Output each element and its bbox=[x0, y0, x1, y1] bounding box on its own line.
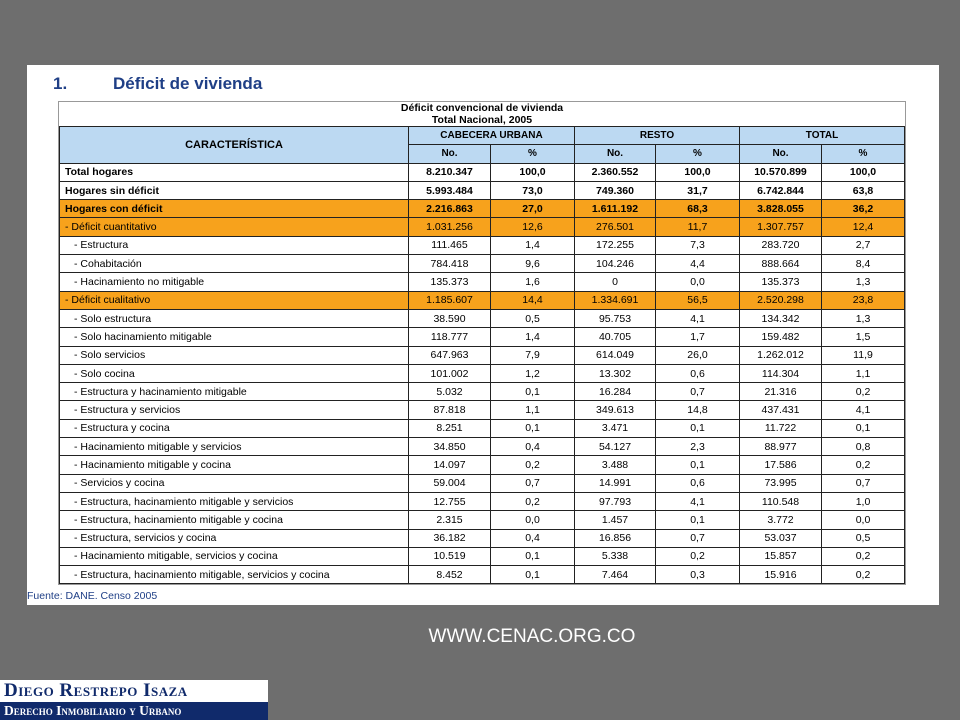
cell-percent: 0,7 bbox=[656, 383, 740, 401]
cell-percent: 68,3 bbox=[656, 200, 740, 218]
row-label: - Déficit cuantitativo bbox=[60, 218, 409, 236]
row-label: - Hacinamiento no mitigable bbox=[60, 273, 409, 291]
row-label: - Estructura y hacinamiento mitigable bbox=[60, 383, 409, 401]
subheader-no: No. bbox=[575, 145, 656, 163]
table-caption-title: Déficit convencional de vivienda bbox=[400, 102, 564, 114]
row-label: - Hacinamiento mitigable y servicios bbox=[60, 438, 409, 456]
cell-count: 1.185.607 bbox=[409, 291, 491, 309]
cell-percent: 7,3 bbox=[656, 236, 740, 254]
cell-percent: 1,7 bbox=[656, 328, 740, 346]
cell-count: 17.586 bbox=[740, 456, 822, 474]
logo-name-text: Diego Restrepo Isaza bbox=[4, 680, 188, 701]
cell-percent: 0,1 bbox=[656, 511, 740, 529]
cell-count: 7.464 bbox=[575, 566, 656, 584]
column-group-resto: RESTO bbox=[575, 127, 740, 145]
cell-count: 110.548 bbox=[740, 492, 822, 510]
row-label: - Solo hacinamiento mitigable bbox=[60, 328, 409, 346]
table-body bbox=[60, 163, 905, 584]
cell-count: 111.465 bbox=[409, 236, 491, 254]
cell-percent: 0,2 bbox=[822, 566, 905, 584]
row-label: - Estructura, hacinamiento mitigable y cocina bbox=[60, 511, 409, 529]
row-label: - Estructura, hacinamiento mitigable, servicios y cocina bbox=[60, 566, 409, 584]
cell-percent: 0,1 bbox=[656, 456, 740, 474]
cell-percent: 12,6 bbox=[491, 218, 575, 236]
cell-count: 114.304 bbox=[740, 364, 822, 382]
cell-count: 3.828.055 bbox=[740, 200, 822, 218]
cell-percent: 1,3 bbox=[822, 273, 905, 291]
cell-count: 15.857 bbox=[740, 547, 822, 565]
cell-count: 104.246 bbox=[575, 255, 656, 273]
cell-percent: 0,2 bbox=[822, 547, 905, 565]
table-row bbox=[60, 273, 905, 291]
cell-percent: 14,4 bbox=[491, 291, 575, 309]
row-label: - Solo cocina bbox=[60, 364, 409, 382]
logo-tagline-text: Derecho Inmobiliario y Urbano bbox=[4, 703, 182, 718]
deficit-table-container bbox=[58, 101, 906, 585]
cell-count: 12.755 bbox=[409, 492, 491, 510]
cell-count: 73.995 bbox=[740, 474, 822, 492]
cell-count: 134.342 bbox=[740, 309, 822, 327]
cell-percent: 73,0 bbox=[491, 181, 575, 199]
cell-percent: 11,9 bbox=[822, 346, 905, 364]
cell-percent: 1,1 bbox=[491, 401, 575, 419]
cell-percent: 2,7 bbox=[822, 236, 905, 254]
cell-percent: 0,2 bbox=[656, 547, 740, 565]
table-row bbox=[60, 328, 905, 346]
cell-count: 159.482 bbox=[740, 328, 822, 346]
cell-percent: 0,0 bbox=[491, 511, 575, 529]
subheader-no: No. bbox=[409, 145, 491, 163]
cell-percent: 4,4 bbox=[656, 255, 740, 273]
cell-count: 349.613 bbox=[575, 401, 656, 419]
cell-percent: 7,9 bbox=[491, 346, 575, 364]
cell-percent: 0,7 bbox=[822, 474, 905, 492]
table-row bbox=[60, 456, 905, 474]
cell-percent: 1,5 bbox=[822, 328, 905, 346]
cell-count: 2.360.552 bbox=[575, 163, 656, 181]
cell-percent: 36,2 bbox=[822, 200, 905, 218]
cell-percent: 4,1 bbox=[822, 401, 905, 419]
row-label: - Estructura bbox=[60, 236, 409, 254]
cell-percent: 26,0 bbox=[656, 346, 740, 364]
cell-percent: 0,2 bbox=[822, 456, 905, 474]
cell-percent: 0,4 bbox=[491, 438, 575, 456]
cell-percent: 9,6 bbox=[491, 255, 575, 273]
cell-count: 16.284 bbox=[575, 383, 656, 401]
table-row bbox=[60, 511, 905, 529]
cell-count: 10.519 bbox=[409, 547, 491, 565]
table-row bbox=[60, 492, 905, 510]
source-note: Fuente: DANE. Censo 2005 bbox=[27, 590, 158, 602]
cell-percent: 4,1 bbox=[656, 309, 740, 327]
cell-percent: 23,8 bbox=[822, 291, 905, 309]
cell-count: 3.772 bbox=[740, 511, 822, 529]
table-row bbox=[60, 291, 905, 309]
row-label: - Solo estructura bbox=[60, 309, 409, 327]
cell-count: 1.262.012 bbox=[740, 346, 822, 364]
cell-count: 5.032 bbox=[409, 383, 491, 401]
cell-count: 5.993.484 bbox=[409, 181, 491, 199]
cell-percent: 1,4 bbox=[491, 328, 575, 346]
cell-count: 15.916 bbox=[740, 566, 822, 584]
website-url: WWW.CENAC.ORG.CO bbox=[428, 626, 636, 647]
cell-count: 34.850 bbox=[409, 438, 491, 456]
cell-count: 118.777 bbox=[409, 328, 491, 346]
cell-percent: 0,0 bbox=[822, 511, 905, 529]
table-row bbox=[60, 547, 905, 565]
subheader-pct: % bbox=[656, 145, 740, 163]
cell-percent: 0,7 bbox=[656, 529, 740, 547]
cell-count: 87.818 bbox=[409, 401, 491, 419]
cell-percent: 100,0 bbox=[822, 163, 905, 181]
cell-percent: 1,1 bbox=[822, 364, 905, 382]
cell-count: 8.452 bbox=[409, 566, 491, 584]
cell-percent: 0,3 bbox=[656, 566, 740, 584]
cell-count: 3.471 bbox=[575, 419, 656, 437]
column-header-caracteristica: CARACTERÍSTICA bbox=[60, 127, 409, 164]
table-row bbox=[60, 255, 905, 273]
cell-percent: 0,7 bbox=[491, 474, 575, 492]
cell-count: 54.127 bbox=[575, 438, 656, 456]
cell-percent: 0,2 bbox=[822, 383, 905, 401]
row-label: - Déficit cualitativo bbox=[60, 291, 409, 309]
section-heading bbox=[53, 74, 262, 94]
row-label: - Servicios y cocina bbox=[60, 474, 409, 492]
cell-count: 10.570.899 bbox=[740, 163, 822, 181]
cell-percent: 0,1 bbox=[491, 547, 575, 565]
document-sheet bbox=[27, 65, 939, 605]
row-label: - Estructura, hacinamiento mitigable y servicios bbox=[60, 492, 409, 510]
cell-percent: 0,1 bbox=[491, 383, 575, 401]
row-label: Hogares con déficit bbox=[60, 200, 409, 218]
cell-count: 53.037 bbox=[740, 529, 822, 547]
cell-count: 16.856 bbox=[575, 529, 656, 547]
table-row bbox=[60, 309, 905, 327]
cell-count: 2.315 bbox=[409, 511, 491, 529]
cell-count: 11.722 bbox=[740, 419, 822, 437]
cell-percent: 0,1 bbox=[656, 419, 740, 437]
cell-count: 95.753 bbox=[575, 309, 656, 327]
cell-percent: 8,4 bbox=[822, 255, 905, 273]
cell-percent: 11,7 bbox=[656, 218, 740, 236]
table-row bbox=[60, 401, 905, 419]
cell-count: 614.049 bbox=[575, 346, 656, 364]
cell-percent: 0,0 bbox=[656, 273, 740, 291]
row-label: - Solo servicios bbox=[60, 346, 409, 364]
cell-count: 135.373 bbox=[409, 273, 491, 291]
cell-count: 1.307.757 bbox=[740, 218, 822, 236]
cell-percent: 0,5 bbox=[822, 529, 905, 547]
cell-count: 97.793 bbox=[575, 492, 656, 510]
cell-percent: 1,3 bbox=[822, 309, 905, 327]
cell-percent: 0,8 bbox=[822, 438, 905, 456]
cell-count: 437.431 bbox=[740, 401, 822, 419]
table-row bbox=[60, 364, 905, 382]
table-row bbox=[60, 566, 905, 584]
logo-tagline bbox=[0, 702, 268, 720]
cell-count: 8.251 bbox=[409, 419, 491, 437]
cell-percent: 100,0 bbox=[491, 163, 575, 181]
cell-count: 14.097 bbox=[409, 456, 491, 474]
cell-count: 0 bbox=[575, 273, 656, 291]
cell-count: 38.590 bbox=[409, 309, 491, 327]
cell-percent: 0,4 bbox=[491, 529, 575, 547]
cell-count: 276.501 bbox=[575, 218, 656, 236]
cell-count: 3.488 bbox=[575, 456, 656, 474]
cell-percent: 4,1 bbox=[656, 492, 740, 510]
cell-count: 1.457 bbox=[575, 511, 656, 529]
subheader-pct: % bbox=[491, 145, 575, 163]
cell-count: 2.216.863 bbox=[409, 200, 491, 218]
cell-percent: 0,6 bbox=[656, 474, 740, 492]
table-row bbox=[60, 474, 905, 492]
cell-count: 88.977 bbox=[740, 438, 822, 456]
cell-count: 647.963 bbox=[409, 346, 491, 364]
cell-percent: 1,2 bbox=[491, 364, 575, 382]
row-label: Total hogares bbox=[60, 163, 409, 181]
row-label: Hogares sin déficit bbox=[60, 181, 409, 199]
cell-count: 6.742.844 bbox=[740, 181, 822, 199]
cell-percent: 0,1 bbox=[822, 419, 905, 437]
cell-count: 14.991 bbox=[575, 474, 656, 492]
cell-percent: 1,4 bbox=[491, 236, 575, 254]
section-title: Déficit de vivienda bbox=[113, 74, 263, 93]
cell-percent: 0,2 bbox=[491, 456, 575, 474]
table-row bbox=[60, 200, 905, 218]
cell-percent: 1,6 bbox=[491, 273, 575, 291]
table-row bbox=[60, 438, 905, 456]
cell-count: 2.520.298 bbox=[740, 291, 822, 309]
table-row bbox=[60, 346, 905, 364]
cell-count: 1.611.192 bbox=[575, 200, 656, 218]
cell-percent: 12,4 bbox=[822, 218, 905, 236]
cell-count: 749.360 bbox=[575, 181, 656, 199]
row-label: - Hacinamiento mitigable, servicios y cocina bbox=[60, 547, 409, 565]
cell-count: 36.182 bbox=[409, 529, 491, 547]
cell-count: 59.004 bbox=[409, 474, 491, 492]
subheader-no: No. bbox=[740, 145, 822, 163]
cell-percent: 2,3 bbox=[656, 438, 740, 456]
table-row bbox=[60, 181, 905, 199]
cell-percent: 100,0 bbox=[656, 163, 740, 181]
cell-percent: 0,1 bbox=[491, 566, 575, 584]
cell-percent: 0,6 bbox=[656, 364, 740, 382]
cell-percent: 63,8 bbox=[822, 181, 905, 199]
column-group-total: TOTAL bbox=[740, 127, 905, 145]
cell-count: 1.031.256 bbox=[409, 218, 491, 236]
cell-percent: 14,8 bbox=[656, 401, 740, 419]
row-label: - Estructura y cocina bbox=[60, 419, 409, 437]
cell-count: 101.002 bbox=[409, 364, 491, 382]
cell-count: 172.255 bbox=[575, 236, 656, 254]
logo-name bbox=[0, 680, 268, 702]
table-caption-subtitle: Total Nacional, 2005 bbox=[431, 114, 533, 126]
cell-count: 8.210.347 bbox=[409, 163, 491, 181]
cell-percent: 0,5 bbox=[491, 309, 575, 327]
table-row bbox=[60, 383, 905, 401]
table-row bbox=[60, 529, 905, 547]
cell-count: 1.334.691 bbox=[575, 291, 656, 309]
cell-percent: 1,0 bbox=[822, 492, 905, 510]
cell-count: 5.338 bbox=[575, 547, 656, 565]
row-label: - Cohabitación bbox=[60, 255, 409, 273]
cell-count: 135.373 bbox=[740, 273, 822, 291]
cell-count: 784.418 bbox=[409, 255, 491, 273]
cell-count: 283.720 bbox=[740, 236, 822, 254]
cell-count: 888.664 bbox=[740, 255, 822, 273]
table-row bbox=[60, 163, 905, 181]
cell-percent: 27,0 bbox=[491, 200, 575, 218]
cell-count: 13.302 bbox=[575, 364, 656, 382]
row-label: - Estructura, servicios y cocina bbox=[60, 529, 409, 547]
deficit-table bbox=[59, 102, 905, 584]
cell-percent: 0,2 bbox=[491, 492, 575, 510]
column-group-cabecera: CABECERA URBANA bbox=[409, 127, 575, 145]
table-row bbox=[60, 419, 905, 437]
row-label: - Estructura y servicios bbox=[60, 401, 409, 419]
cell-percent: 56,5 bbox=[656, 291, 740, 309]
section-number: 1. bbox=[53, 74, 68, 93]
logo bbox=[0, 680, 268, 720]
cell-count: 21.316 bbox=[740, 383, 822, 401]
row-label: - Hacinamiento mitigable y cocina bbox=[60, 456, 409, 474]
cell-percent: 31,7 bbox=[656, 181, 740, 199]
cell-percent: 0,1 bbox=[491, 419, 575, 437]
cell-count: 40.705 bbox=[575, 328, 656, 346]
subheader-pct: % bbox=[822, 145, 905, 163]
table-row bbox=[60, 218, 905, 236]
table-row bbox=[60, 236, 905, 254]
